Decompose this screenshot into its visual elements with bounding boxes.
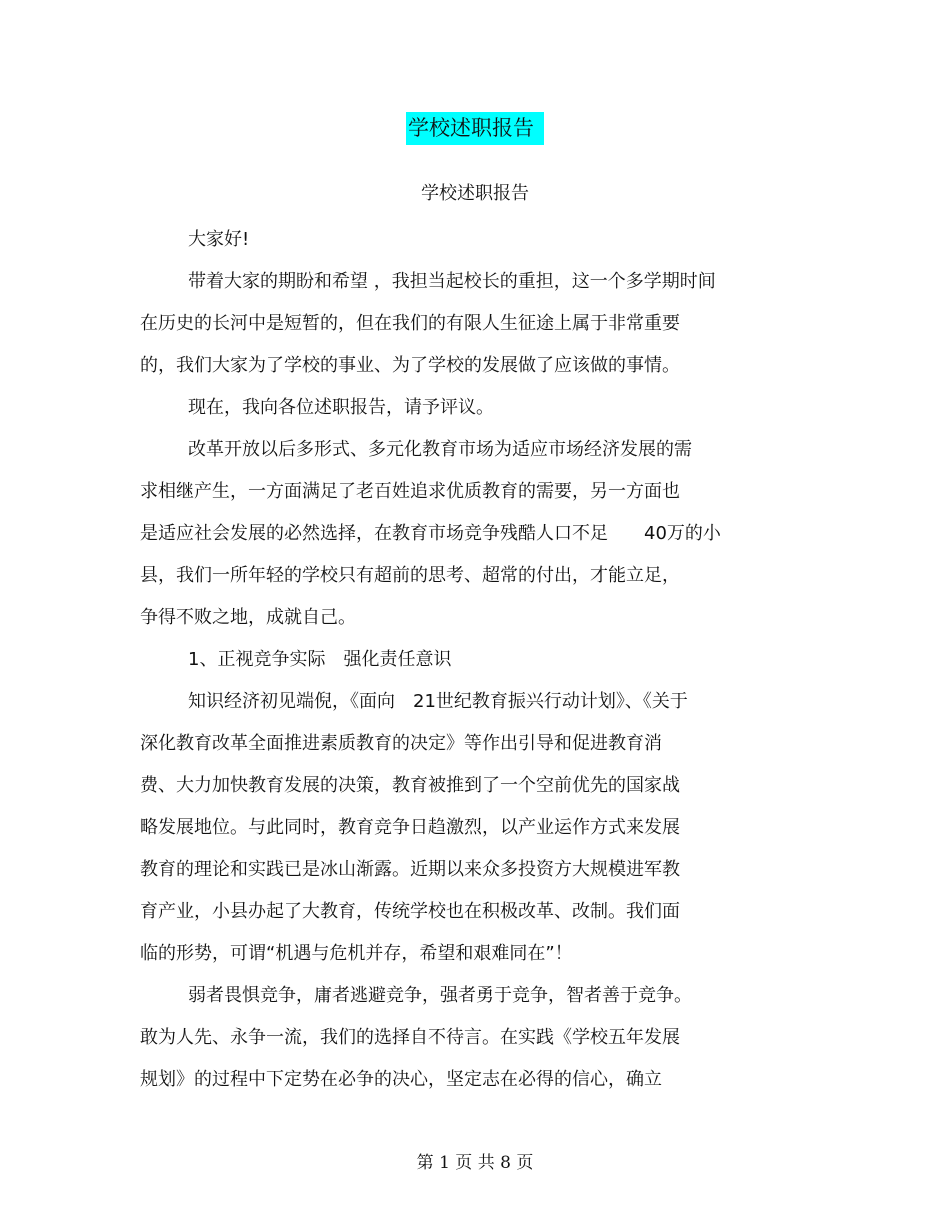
title-container xyxy=(0,112,950,145)
document-title: 学校述职报告 xyxy=(406,112,544,145)
text-line: 敢为人先、永争一流，我们的选择自不待言。在实践《学校五年发展 xyxy=(140,1027,680,1048)
text-line: 育产业，小县办起了大教育，传统学校也在积极改革、改制。我们面 xyxy=(140,901,680,922)
text-line: 带着大家的期盼和希望 ，我担当起校长的重担，这一个多学期时间 xyxy=(188,271,716,292)
text-line: 县，我们一所年轻的学校只有超前的思考、超常的付出，才能立足， xyxy=(140,565,680,586)
section-heading: 1、正视竞争实际 强化责任意识 xyxy=(188,649,452,670)
text-line: 大家好! xyxy=(188,229,250,250)
text-line: 知识经济初见端倪，《面向 21世纪教育振兴行动计划》、《关于 xyxy=(188,691,688,712)
text-line: 略发展地位。与此同时，教育竞争日趋激烈，以产业运作方式来发展 xyxy=(140,817,680,838)
document-subtitle: 学校述职报告 xyxy=(421,183,529,204)
text-line: 在历史的长河中是短暂的，但在我们的有限人生征途上属于非常重要 xyxy=(140,313,680,334)
text-line: 弱者畏惧竞争，庸者逃避竞争，强者勇于竞争，智者善于竞争。 xyxy=(188,985,692,1006)
text-line: 是适应社会发展的必然选择，在教育市场竞争残酷人口不足 40万的小 xyxy=(140,523,721,544)
text-line: 的，我们大家为了学校的事业、为了学校的发展做了应该做的事情。 xyxy=(140,355,680,376)
text-line: 争得不败之地，成就自己。 xyxy=(140,607,356,628)
page-footer: 第 1 页 共 8 页 xyxy=(416,1153,534,1173)
text-line: 改革开放以后多形式、多元化教育市场为适应市场经济发展的需 xyxy=(188,439,692,460)
text-line: 教育的理论和实践已是冰山渐露。近期以来众多投资方大规模进军教 xyxy=(140,859,680,880)
text-line: 费、大力加快教育发展的决策，教育被推到了一个空前优先的国家战 xyxy=(140,775,680,796)
text-line: 深化教育改革全面推进素质教育的决定》等作出引导和促进教育消 xyxy=(140,733,662,754)
document-body xyxy=(140,219,820,1101)
text-line: 临的形势，可谓“机遇与危机并存，希望和艰难同在”！ xyxy=(140,943,573,964)
text-line: 规划》的过程中下定势在必争的决心，坚定志在必得的信心，确立 xyxy=(140,1069,662,1090)
text-line: 现在，我向各位述职报告，请予评议。 xyxy=(188,397,494,418)
text-line: 求相继产生，一方面满足了老百姓追求优质教育的需要，另一方面也 xyxy=(140,481,680,502)
